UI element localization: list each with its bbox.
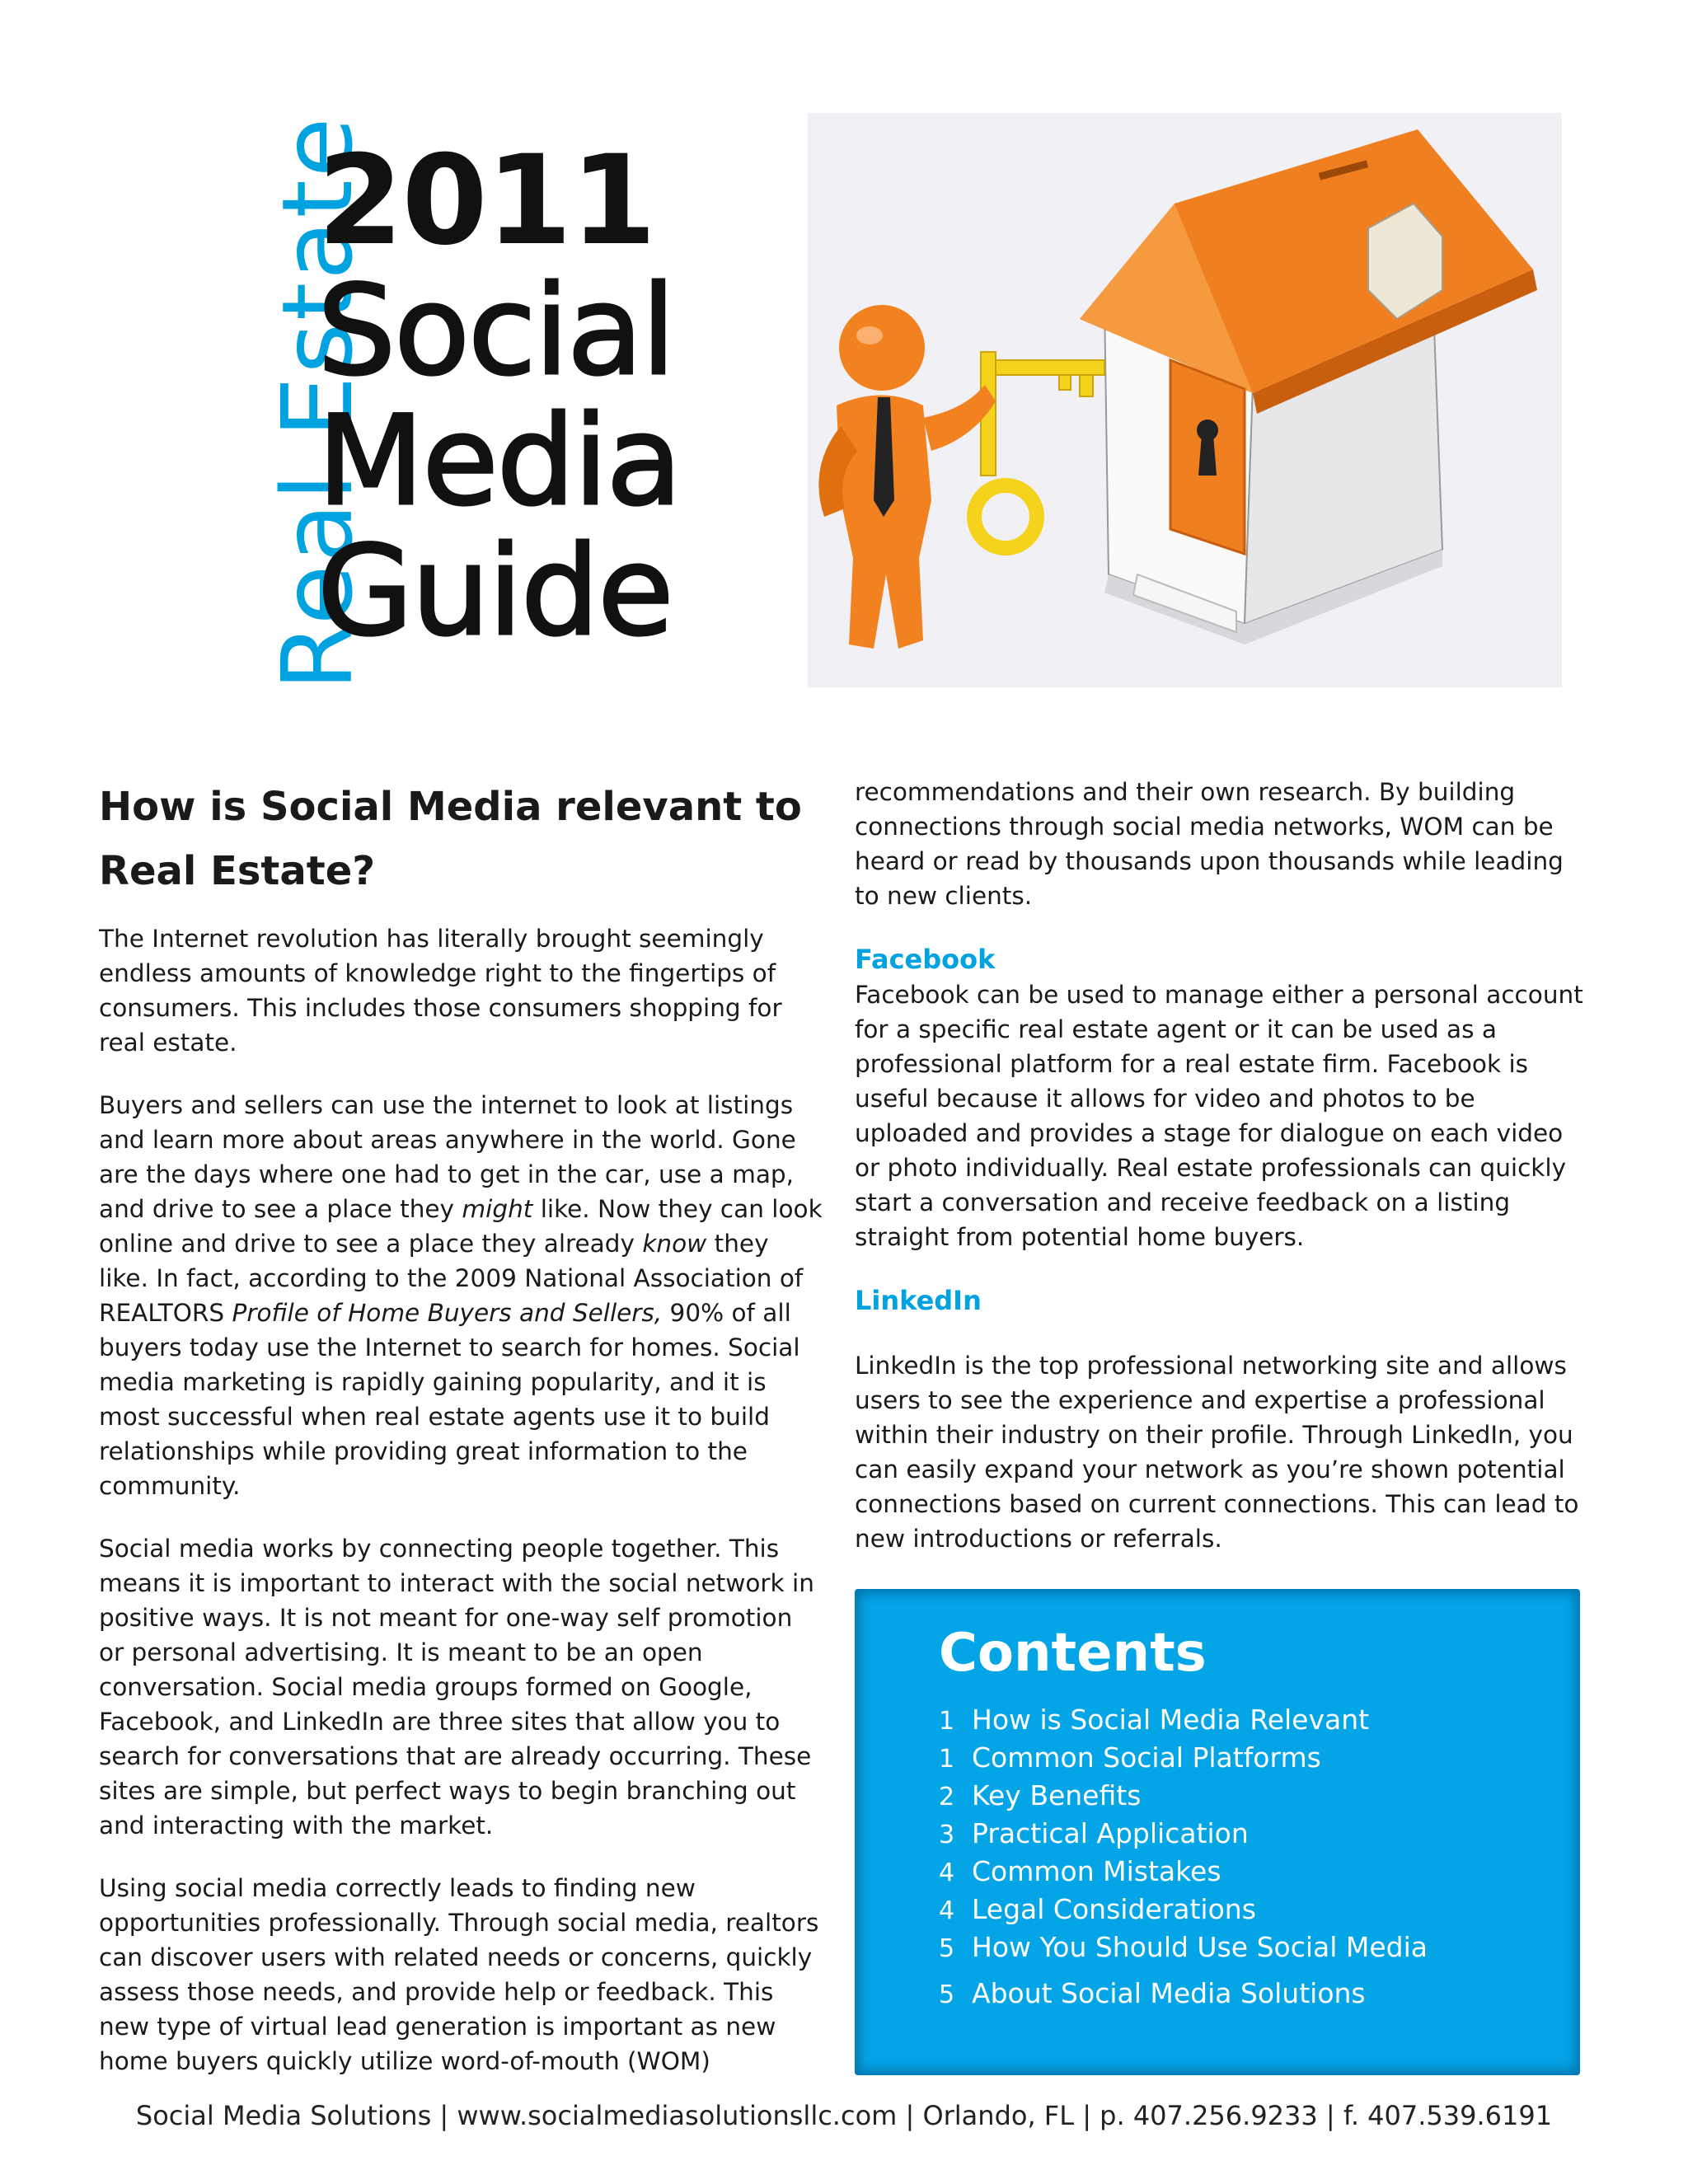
vertical-title: Real Estate (260, 115, 374, 691)
guide-title (317, 129, 779, 663)
paragraph-opportunities: Using social media correctly leads to finding new opportunities professionally. Through social media, realtors can discover users with related needs or concerns, quickly assess those needs, and provide help or feedback. This new type of virtual lead generation is important as new home buyers quickly utilize word-of-mouth (WOM) (99, 1874, 819, 2075)
linkedin-heading: LinkedIn (855, 1285, 982, 1316)
paragraph-buyers: Buyers and sellers can use the internet to look at listings and learn more about areas anywhere in the world. Gone are the days where one had to get in the car, use a map, and drive to see a place they might like. Now they can look online and drive to see a place they already know they like. In fact, according to the 2009 National Association of REALTORS Profile of Home Buyers and Sellers, 90% of all buyers today use the Internet to search for homes. Social media marketing is rapidly gaining popularity, and it is most successful when real estate agents use it to build relationships while providing great information to the community. (99, 1091, 823, 1500)
footer-contact: Social Media Solutions | www.socialmediasolutionsllc.com | Orlando, FL | p. 407.256.9233 | f. 407.539.6191 (135, 2100, 1553, 2131)
paragraph-intro: The Internet revolution has literally brought seemingly endless amounts of knowledge right to the fingertips of consumers. This includes those consumers shopping for real estate. (99, 925, 782, 1057)
contents-item[interactable]: 2 Key Benefits (939, 1779, 1142, 1811)
title-line-year: 2011 (317, 129, 655, 273)
facebook-heading: Facebook (855, 944, 996, 975)
house-key-figure-icon (808, 113, 1562, 687)
right-column (855, 775, 1588, 1584)
contents-list (939, 1702, 1428, 2013)
contents-item[interactable]: 1 How is Social Media Relevant (939, 1704, 1370, 1736)
section-heading: How is Social Media relevant to Real Estate? (99, 784, 802, 894)
contents-item[interactable]: 3 Practical Application (939, 1817, 1249, 1849)
linkedin-paragraph: LinkedIn is the top professional networking site and allows users to see the experience and expertise a professional within their industry on their profile. Through LinkedIn, you can easily expand your network as you’re shown potential connections based on current connections. This can lead to new introductions or referrals. (855, 1352, 1579, 1553)
title-line-social: Social (317, 260, 674, 403)
facebook-paragraph: Facebook can be used to manage either a personal account for a specific real estate agent or it can be used as a professional platform for a real estate firm. Facebook is useful because it allows for video and photos to be uploaded and provides a stage for dialogue on each video or photo individually. Real estate professionals can quickly start a conversation and receive feedback on a listing straight from potential home buyers. (855, 981, 1583, 1251)
contents-item[interactable]: 1 Common Social Platforms (939, 1741, 1321, 1774)
contents-item[interactable]: 4 Common Mistakes (939, 1855, 1221, 1887)
left-column (99, 775, 824, 2107)
paragraph-connecting: Social media works by connecting people together. This means it is important to interact with the social network in positive ways. It is not meant for one-way self promotion or personal advertising. It is meant to be an open conversation. Social media groups formed on Google, Facebook, and LinkedIn are three sites that allow you to search for conversations that are already occurring. These sites are simple, but perfect ways to begin branching out and interacting with the market. (99, 1535, 814, 1840)
paragraph-wom-continued: recommendations and their own research. By building connections through social media networks, WOM can be heard or read by thousands upon thousands while leading to new clients. (855, 778, 1564, 910)
contents-item[interactable]: 4 Legal Considerations (939, 1893, 1256, 1925)
contents-box (855, 1589, 1580, 2075)
title-line-guide: Guide (317, 520, 673, 663)
contents-title: Contents (939, 1623, 1207, 1684)
contents-item[interactable]: 5 How You Should Use Social Media (939, 1931, 1428, 1963)
contents-item[interactable]: 5 About Social Media Solutions (939, 1977, 1366, 2009)
hero-image (808, 113, 1562, 687)
title-line-media: Media (317, 390, 681, 533)
